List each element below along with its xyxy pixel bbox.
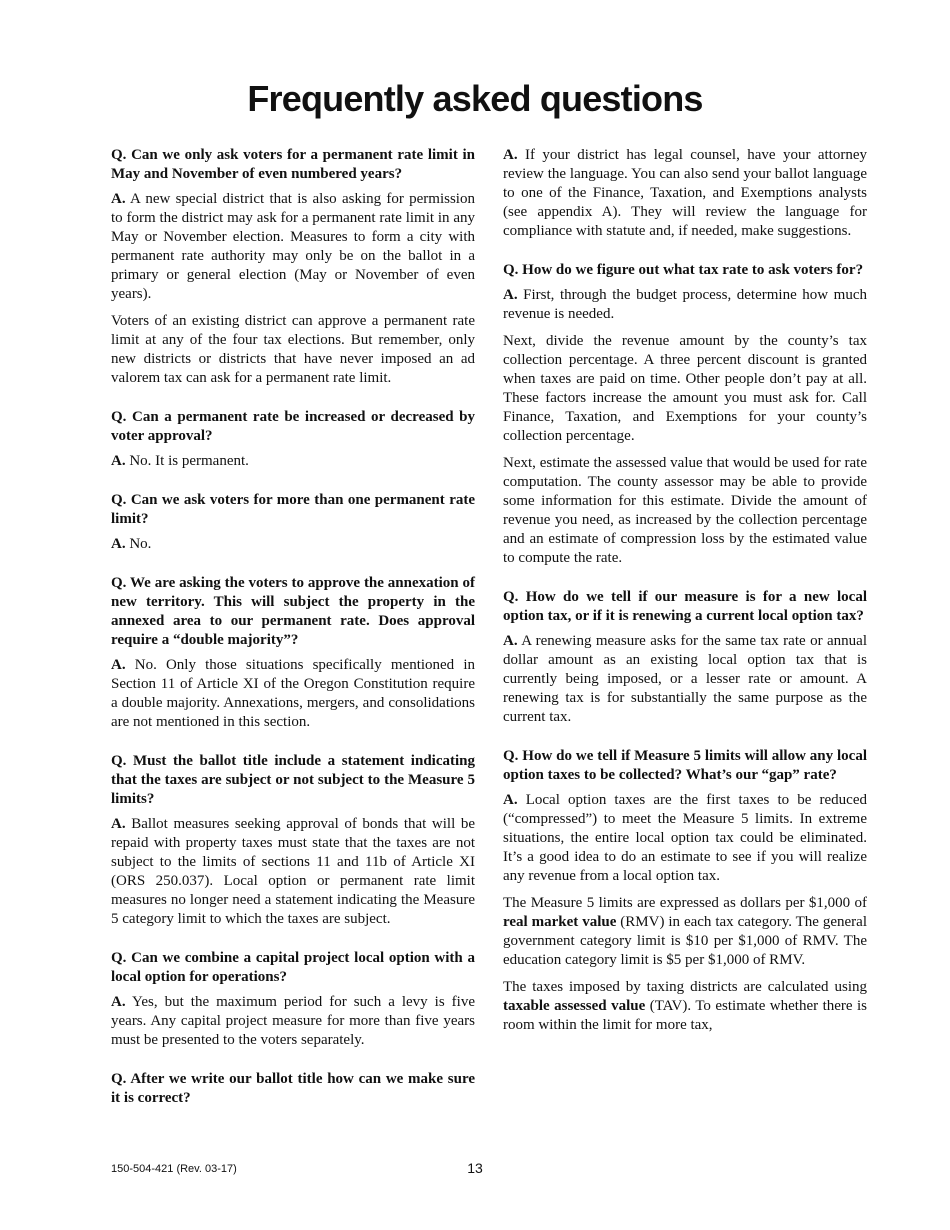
answer-text: A renewing measure asks for the same tax rate or annual dollar amount as an existing local option tax that is currently being imposed, or a lesser rate or amount. A renewing tax is for substantially the same purpose as the current tax. [503,633,867,725]
question-new-or-renewing: Q. How do we tell if our measure is for a new local option tax, or if it is renewing a current local option tax? [503,589,867,624]
question-multiple-rate-limits: Q. Can we ask voters for more than one permanent rate limit? [111,492,475,527]
question-permanent-rate-change: Q. Can a permanent rate be increased or decreased by voter approval? [111,409,475,444]
answer-label: A. [111,994,126,1010]
answer-text: The taxes imposed by taxing districts are calculated using [503,979,867,995]
answer-text: Yes, but the maximum period for such a levy is five years. Any capital project measure for more than five years must be presented to the voters separately. [111,994,476,1048]
answer-paragraph [111,535,475,554]
answer-text: No. It is permanent. [129,453,249,469]
page-number: 13 [467,1160,483,1176]
answer-text: A new special district that is also asking for permission to form the district may ask for a permanent rate limit in any May or November election. Measures to form a city with permanent rate authority may only be on the ballot in a primary or general election (May or November of even years). [111,191,475,302]
answer-text: Ballot measures seeking approval of bonds that will be repaid with property taxes must state that the taxes are not subject to the limits of sections 11 and 11b of Article XI (ORS 250.037). Local option or permanent rate limit measures no longer need a statement indicating the Measure 5 category limit to which the taxes are subject. [111,816,476,927]
answer-label: A. [111,191,126,207]
answer-paragraph [111,815,475,929]
answer-text: (RMV) in each tax category. The general government category limit is $10 per $1,000 of RMV. The education category limit is $5 per $1,000 of RMV. [503,914,867,968]
answer-paragraph [111,993,475,1050]
answer-label: A. [111,536,126,552]
answer-text: If your district has legal counsel, have your attorney review the language. You can also send your ballot language to one of the Finance, Taxation, and Exemptions analysts (see appendix A). They will review the language for compliance with statute and, if needed, make suggestions. [503,147,867,239]
answer-paragraph [111,452,475,471]
answer-paragraph: Next, divide the revenue amount by the county’s tax collection percentage. A three percent discount is granted when taxes are paid on time. Other people don’t pay at all. These factors increase the amount you must ask for. Call Finance, Taxation, and Exemptions for your county’s collection percentage. [503,333,867,444]
answer-paragraph [503,146,867,241]
answer-label: A. [503,287,518,303]
answer-paragraph [503,791,867,886]
answer-label: A. [503,792,518,808]
answer-paragraph [111,656,475,732]
question-ballot-title-review: Q. After we write our ballot title how can we make sure it is correct? [111,1071,475,1106]
answer-paragraph [503,894,867,970]
answer-paragraph [503,286,867,324]
term-taxable-assessed-value: taxable assessed value [503,998,646,1014]
term-real-market-value: real market value [503,914,617,930]
left-column [111,146,475,1114]
answer-text: (TAV). To estimate whether there is room within the limit for more tax, [503,998,868,1033]
question-combine-local-options: Q. Can we combine a capital project local option with a local option for operations? [111,950,475,985]
question-tax-rate-figure: Q. How do we figure out what tax rate to ask voters for? [503,262,864,278]
answer-text: Local option taxes are the first taxes to be reduced (“compressed”) to meet the Measure 5 limits. In extreme situations, the entire local option tax could be eliminated. It’s a good idea to do an estimate to see if you will realize any revenue from a local option tax. [503,792,868,884]
question-annexation-double-majority: Q. We are asking the voters to approve the annexation of new territory. This will subject the property in the annexed area to our permanent rate. Does approval require a “double majority”? [111,575,475,648]
answer-text: First, through the budget process, determine how much revenue is needed. [503,287,868,322]
answer-label: A. [111,453,126,469]
answer-text: No. Only those situations specifically mentioned in Section 11 of Article XI of the Oregon Constitution require a double majority. Annexations, mergers, and consolidations are not mentioned in this section. [111,657,476,730]
question-ballot-title-statement: Q. Must the ballot title include a statement indicating that the taxes are subject or not subject to the Measure 5 limits? [111,753,475,807]
answer-label: A. [503,633,518,649]
answer-label: A. [111,657,126,673]
answer-paragraph: Next, estimate the assessed value that would be used for rate computation. The county assessor may be able to provide some information for this estimate. Divide the amount of revenue you need, as increased by the collection percentage and an estimate of compression loss by the estimated value to compute the rate. [503,455,867,566]
answer-label: A. [111,816,126,832]
answer-paragraph [111,190,475,304]
answer-paragraph [503,978,867,1035]
form-id: 150-504-421 (Rev. 03-17) [111,1163,237,1175]
right-column [503,146,867,1043]
answer-paragraph: Voters of an existing district can approve a permanent rate limit at any of the four tax elections. But remember, only new districts or districts that have never imposed an ad valorem tax can ask for a permanent rate limit. [111,313,475,386]
answer-text: No. [129,536,152,552]
answer-text: The Measure 5 limits are expressed as dollars per $1,000 of [503,895,867,911]
question-measure5-gap-rate: Q. How do we tell if Measure 5 limits will allow any local option taxes to be collected? What’s our “gap” rate? [503,748,867,783]
page-title: Frequently asked questions [247,78,703,119]
question-permanent-rate-timing: Q. Can we only ask voters for a permanent rate limit in May and November of even numbered years? [111,147,475,182]
answer-paragraph [503,632,867,727]
answer-label: A. [503,147,518,163]
